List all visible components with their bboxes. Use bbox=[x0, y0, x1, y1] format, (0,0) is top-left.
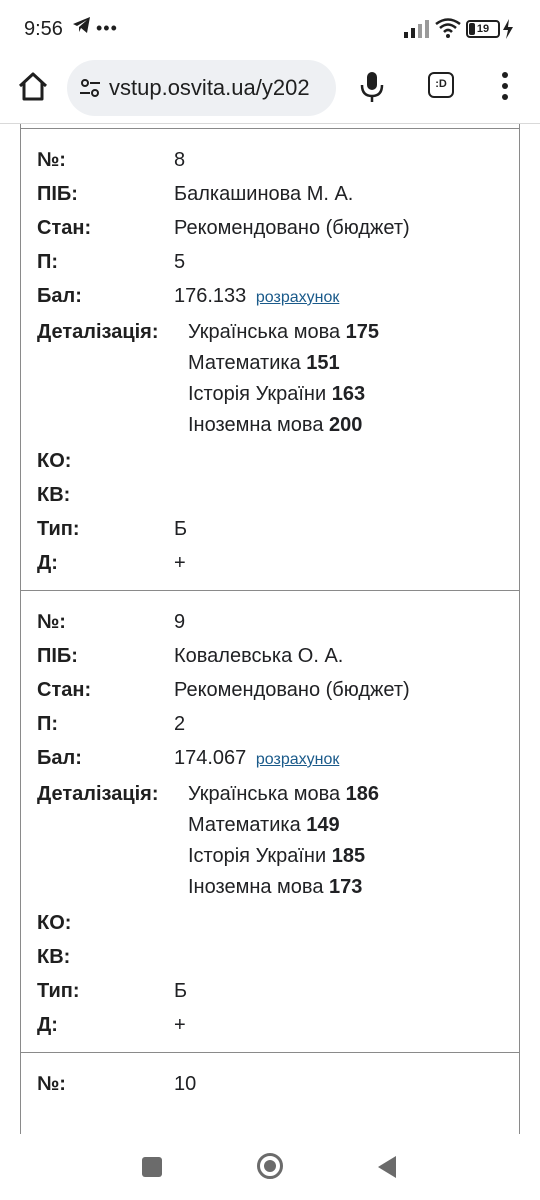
table-row bbox=[21, 245, 519, 279]
applicant-record bbox=[21, 1053, 519, 1134]
detail-item: Українська мова 175 bbox=[188, 321, 380, 343]
table-row bbox=[21, 1067, 519, 1101]
d-value: + bbox=[174, 552, 186, 574]
applicants-table bbox=[20, 124, 520, 1134]
url-text[interactable]: vstup.osvita.ua/y202 bbox=[109, 75, 310, 100]
home-icon[interactable] bbox=[16, 70, 50, 104]
more-dots-icon: ••• bbox=[96, 18, 118, 38]
d-label: Д: bbox=[37, 1014, 58, 1036]
detail-item: Історія України 163 bbox=[188, 383, 366, 405]
number-label: №: bbox=[37, 1073, 66, 1095]
table-row bbox=[21, 673, 519, 707]
d-value: + bbox=[174, 1014, 186, 1036]
table-row bbox=[21, 974, 519, 1008]
ko-label: КО: bbox=[37, 912, 72, 934]
kv-label: КВ: bbox=[37, 946, 71, 968]
number-value: 8 bbox=[174, 149, 186, 171]
score-label: Бал: bbox=[37, 285, 82, 307]
wifi-icon bbox=[435, 18, 461, 43]
type-label: Тип: bbox=[37, 980, 80, 1002]
priority-label: П: bbox=[37, 713, 59, 735]
signal-icon bbox=[404, 20, 430, 43]
priority-value: 5 bbox=[174, 251, 186, 273]
type-value: Б bbox=[174, 980, 188, 1002]
calculation-link[interactable]: розрахунок bbox=[255, 751, 340, 768]
type-value: Б bbox=[174, 518, 188, 540]
name-value: Балкашинова М. А. bbox=[174, 183, 354, 205]
name-label: ПІБ: bbox=[37, 183, 78, 205]
table-row bbox=[21, 279, 519, 315]
details-list bbox=[174, 779, 379, 903]
table-row bbox=[21, 1101, 519, 1134]
priority-value: 2 bbox=[174, 713, 186, 735]
address-bar[interactable] bbox=[67, 60, 336, 116]
table-row bbox=[21, 605, 519, 639]
recents-icon[interactable] bbox=[142, 1157, 162, 1177]
table-row bbox=[21, 177, 519, 211]
details-label: Деталізація: bbox=[37, 321, 159, 343]
name-label: ПІБ: bbox=[37, 645, 78, 667]
table-row bbox=[21, 906, 519, 940]
score-number: 176.133 bbox=[174, 285, 247, 307]
details-list bbox=[174, 317, 379, 441]
menu-dots-icon[interactable] bbox=[500, 70, 510, 107]
detail-item: Математика 151 bbox=[188, 352, 340, 374]
table-row bbox=[21, 512, 519, 546]
detail-item: Українська мова 186 bbox=[188, 783, 380, 805]
state-value: Рекомендовано (бюджет) bbox=[174, 679, 410, 701]
state-label: Стан: bbox=[37, 217, 92, 239]
detail-item: Іноземна мова 200 bbox=[188, 414, 363, 436]
tab-switcher-icon[interactable]: :D bbox=[428, 72, 454, 98]
number-value: 10 bbox=[174, 1073, 197, 1095]
d-label: Д: bbox=[37, 552, 58, 574]
system-nav-bar bbox=[0, 1134, 540, 1200]
battery-icon bbox=[466, 20, 500, 38]
applicant-record bbox=[21, 129, 519, 591]
browser-toolbar bbox=[0, 58, 540, 124]
table-row bbox=[21, 143, 519, 177]
detail-item: Іноземна мова 173 bbox=[188, 876, 363, 898]
table-row bbox=[21, 546, 519, 580]
score-label: Бал: bbox=[37, 747, 82, 769]
home-circle-icon[interactable] bbox=[257, 1153, 283, 1179]
number-label: №: bbox=[37, 611, 66, 633]
table-row bbox=[21, 777, 519, 906]
status-bar bbox=[0, 0, 540, 58]
ko-label: КО: bbox=[37, 450, 72, 472]
applicant-record bbox=[21, 591, 519, 1053]
score-value bbox=[174, 279, 339, 315]
mic-icon[interactable] bbox=[358, 70, 386, 109]
kv-label: КВ: bbox=[37, 484, 71, 506]
table-row bbox=[21, 707, 519, 741]
score-number: 174.067 bbox=[174, 747, 247, 769]
detail-item: Історія України 185 bbox=[188, 845, 366, 867]
table-row bbox=[21, 211, 519, 245]
table-row bbox=[21, 741, 519, 777]
tune-icon[interactable] bbox=[79, 77, 101, 104]
number-label: №: bbox=[37, 149, 66, 171]
priority-label: П: bbox=[37, 251, 59, 273]
battery-level: 19 bbox=[476, 23, 490, 35]
name-value: Ковалевська О. А. bbox=[174, 645, 344, 667]
state-value: Рекомендовано (бюджет) bbox=[174, 217, 410, 239]
table-row bbox=[21, 315, 519, 444]
page-content bbox=[0, 124, 540, 1134]
table-row bbox=[21, 940, 519, 974]
table-row bbox=[21, 444, 519, 478]
table-row bbox=[21, 639, 519, 673]
clock: 9:56 bbox=[24, 18, 63, 40]
charging-icon bbox=[502, 19, 514, 44]
score-value bbox=[174, 741, 339, 777]
number-value: 9 bbox=[174, 611, 186, 633]
table-row bbox=[21, 1008, 519, 1042]
table-row bbox=[21, 478, 519, 512]
detail-item: Математика 149 bbox=[188, 814, 340, 836]
state-label: Стан: bbox=[37, 679, 92, 701]
details-label: Деталізація: bbox=[37, 783, 159, 805]
type-label: Тип: bbox=[37, 518, 80, 540]
telegram-icon bbox=[72, 16, 92, 39]
calculation-link[interactable]: розрахунок bbox=[255, 289, 340, 306]
back-icon[interactable] bbox=[377, 1155, 397, 1184]
